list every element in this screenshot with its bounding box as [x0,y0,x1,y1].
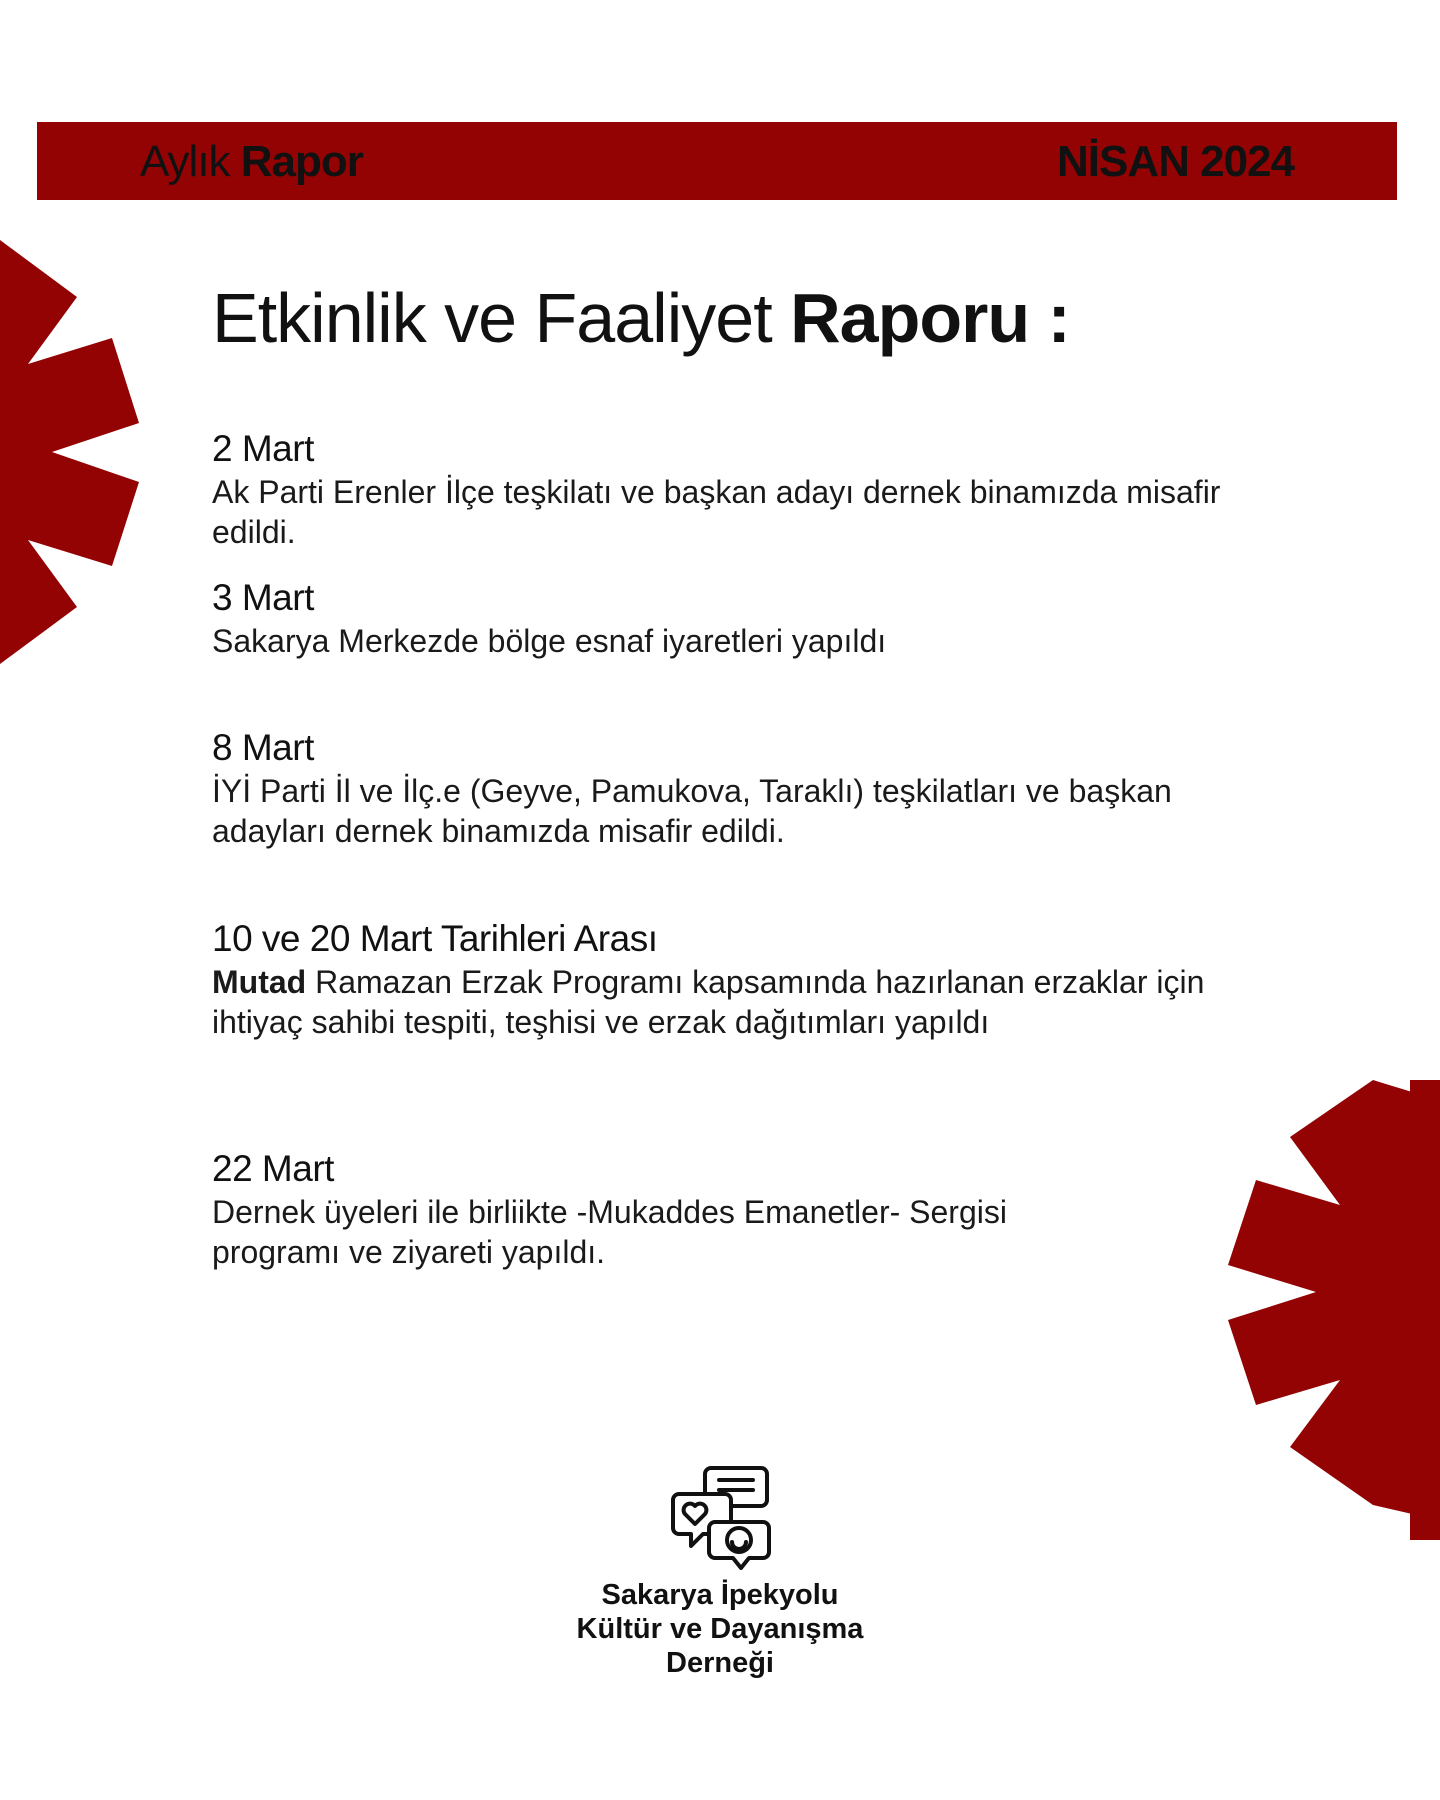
entry-date: 8 Mart [212,727,314,768]
entry-text: Sakarya Merkezde bölge esnaf iyaretleri yapıldı [212,623,887,659]
entry-date: 22 Mart [212,1148,334,1189]
entry-5 [212,1148,1232,1272]
organization-name [520,1578,920,1680]
page-title-light: Etkinlik ve Faaliyet [212,279,791,357]
report-type-bold: Rapor [240,137,363,186]
organization-name-line2: Kültür ve Dayanışma [576,1613,864,1645]
entry-4 [212,918,1232,1042]
report-type-label [140,138,363,186]
entry-text-bold: Mutad [212,964,307,1000]
page-title [212,278,1070,358]
report-period: NİSAN 2024 [1056,137,1294,186]
organization-name-line3: Derneği [666,1647,774,1679]
report-type-light: Aylık [140,137,241,186]
page-title-bold: Raporu : [790,279,1070,357]
decorative-starburst-right [1228,1080,1440,1540]
entry-date: 2 Mart [212,428,314,469]
entry-1 [212,428,1232,552]
entry-text: Ak Parti Erenler İlçe teşkilatı ve başkan adayı dernek binamızda misafir edildi. [212,474,1221,550]
chat-bubbles-heart-icon [665,1462,775,1572]
entry-text-rest: Ramazan Erzak Programı kapsamında hazırlanan erzaklar için ihtiyaç sahibi tespiti, teşhisi ve erzak dağıtımları yapıldı [212,964,1205,1040]
entry-text: Dernek üyeleri ile birliikte -Mukaddes Emanetler- Sergisi programı ve ziyareti yapıldı. [212,1194,1007,1270]
entry-date: 3 Mart [212,577,314,618]
entry-3 [212,727,1232,851]
entry-text: İYİ Parti İl ve İlç.e (Geyve, Pamukova, Taraklı) teşkilatları ve başkan adayları dernek binamızda misafir edildi. [212,773,1172,849]
organization-logo [520,1462,920,1680]
organization-name-line1: Sakarya İpekyolu [601,1579,839,1611]
entry-date: 10 ve 20 Mart Tarihleri Arası [212,918,658,959]
entry-text [212,962,1232,1042]
decorative-starburst-left [0,240,160,680]
entry-2 [212,577,1232,661]
header-banner [37,122,1397,200]
